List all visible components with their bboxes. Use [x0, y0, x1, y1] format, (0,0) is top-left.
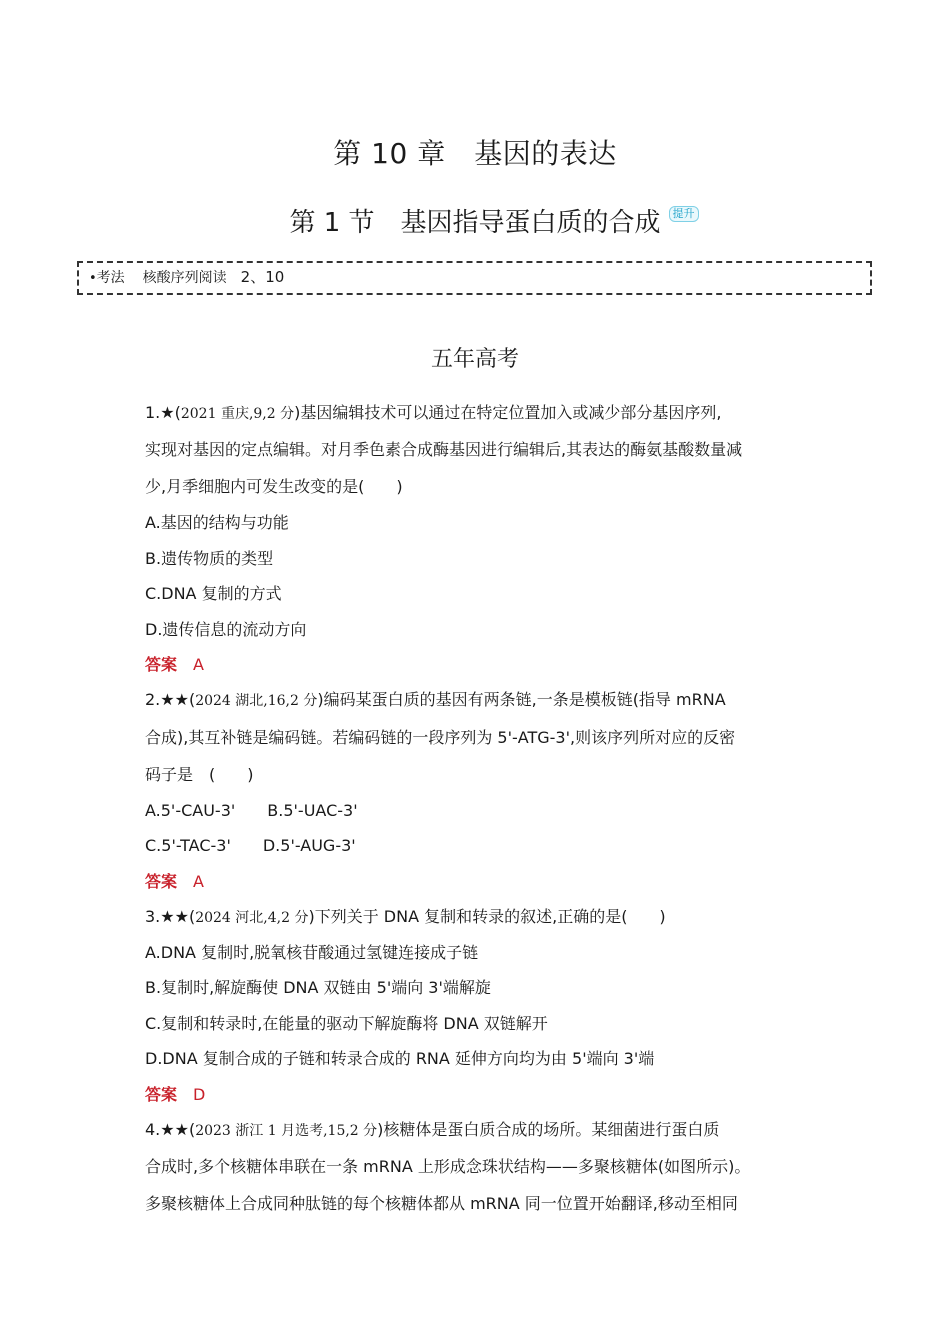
q3-stem-line-1: 3.★★(2024 河北,4,2 分)下列关于 DNA 复制和转录的叙述,正确的是( ) [145, 907, 666, 926]
kaofa-label: 考法 [96, 270, 125, 286]
section-title-wrap [0, 202, 950, 239]
q2-stem-line-1: 2.★★(2024 湖北,16,2 分)编码某蛋白质的基因有两条链,一条是模板链(指导 mRNA [145, 690, 726, 709]
section-title [289, 202, 695, 239]
kaofa-bullet: • [89, 271, 97, 286]
q3-answer-label: 答案 [145, 1085, 178, 1104]
level-badge: 提升 [669, 206, 699, 222]
q4-stem-line-2: 合成时,多个核糖体串联在一条 mRNA 上形成念珠状结构——多聚核糖体(如图所示)。 [145, 1157, 751, 1176]
q1-option-a: A.基因的结构与功能 [145, 513, 289, 532]
block-heading: 五年高考 [430, 347, 519, 372]
q2-answer-value: A [193, 872, 204, 891]
kaofa-topic: 核酸序列阅读 [142, 270, 227, 286]
q1-answer [145, 652, 204, 675]
q2-stem-line-2: 合成),其互补链是编码链。若编码链的一段序列为 5'-ATG-3',则该序列所对应的反密 [145, 728, 736, 747]
q3-option-b: B.复制时,解旋酶使 DNA 双链由 5'端向 3'端解旋 [145, 978, 491, 997]
kaofa-items: 2、10 [240, 268, 285, 286]
q2-options-ab: A.5'-CAU-3' B.5'-UAC-3' [145, 801, 358, 820]
q2-answer [145, 869, 204, 892]
q1-stem-line-2: 实现对基因的定点编辑。对月季色素合成酶基因进行编辑后,其表达的酶氨基酸数量减 [145, 440, 743, 459]
q4-stem-line-1: 4.★★(2023 浙江 1 月选考,15,2 分)核糖体是蛋白质合成的场所。某细菌进行蛋白质 [145, 1120, 720, 1139]
q1-option-b: B.遗传物质的类型 [145, 549, 274, 568]
q1-stem-line-1: 1.★(2021 重庆,9,2 分)基因编辑技术可以通过在特定位置加入或减少部分基因序列, [145, 403, 722, 422]
section-title-text: 第 1 节 基因指导蛋白质的合成 [289, 208, 661, 238]
q1-answer-label: 答案 [145, 655, 178, 674]
q3-source: 2024 河北,4,2 分 [195, 910, 309, 926]
q4-source: 2023 浙江 1 月选考,15,2 分 [195, 1123, 378, 1139]
q1-answer-value: A [193, 655, 204, 674]
q2-stem-line-3: 码子是 ( ) [145, 765, 254, 784]
q3-option-a: A.DNA 复制时,脱氧核苷酸通过氢键连接成子链 [145, 943, 479, 962]
chapter-title: 第 10 章 基因的表达 [333, 137, 617, 170]
q1-option-c: C.DNA 复制的方式 [145, 584, 282, 603]
q3-option-c: C.复制和转录时,在能量的驱动下解旋酶将 DNA 双链解开 [145, 1014, 548, 1033]
q3-answer [145, 1082, 205, 1105]
q3-answer-value: D [193, 1085, 206, 1104]
q3-option-d: D.DNA 复制合成的子链和转录合成的 RNA 延伸方向均为由 5'端向 3'端 [145, 1049, 655, 1068]
q2-source: 2024 湖北,16,2 分 [195, 693, 318, 709]
kaofa-box [77, 261, 872, 295]
q1-option-d: D.遗传信息的流动方向 [145, 620, 307, 639]
q1-stem-line-3: 少,月季细胞内可发生改变的是( ) [145, 477, 403, 496]
q4-stem-line-3: 多聚核糖体上合成同种肽链的每个核糖体都从 mRNA 同一位置开始翻译,移动至相同 [145, 1194, 738, 1213]
q2-answer-label: 答案 [145, 872, 178, 891]
q1-source: 2021 重庆,9,2 分 [180, 406, 295, 422]
q2-options-cd: C.5'-TAC-3' D.5'-AUG-3' [145, 836, 356, 855]
